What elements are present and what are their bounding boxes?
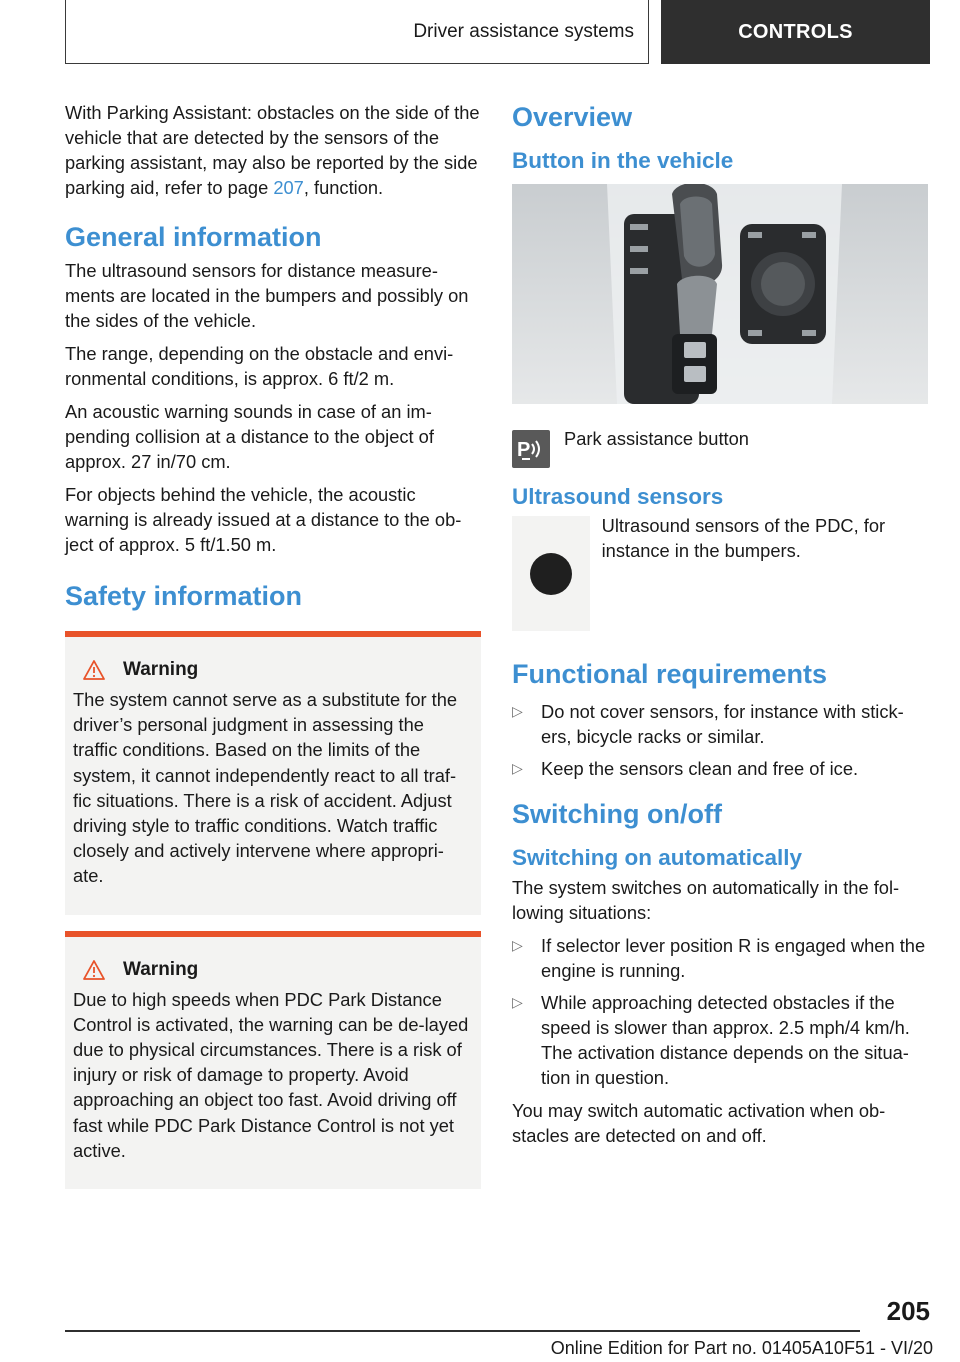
warning-text-2: Due to high speeds when PDC Park Distance Control is activated, the warning can be de-layed due to physical circumstances. There is a risk of injury or risk of damage to property. Avoid approaching an object too fast. Avoid driving off fast while PDC Park Distance Control is not yet active. <box>73 988 469 1161</box>
safety-information-heading: Safety information <box>65 581 303 611</box>
warning-label-2: Warning <box>123 958 199 980</box>
button-in-vehicle-heading: Button in the vehicle <box>512 148 734 173</box>
chapter-tab: CONTROLS <box>661 0 930 64</box>
ultrasound-sensor-row <box>512 516 928 631</box>
page-header <box>65 0 930 64</box>
warning-label-1: Warning <box>123 659 199 680</box>
ultrasound-sensor-text: Ultrasound sensors of the PDC, for instance in the bumpers. <box>601 515 886 561</box>
list-item: ▷ If selector lever position R is engaged when the engine is running. <box>512 935 926 981</box>
sensor-icon <box>530 553 572 595</box>
auto-outro-text: You may switch automatic activation when ob-stacles are detected on and off. <box>512 1100 886 1146</box>
general-paragraph-3: An acoustic warning sounds in case of an im-pending collision at a distance to the object of approx. 27 in/70 cm. <box>65 401 434 472</box>
park-assist-icon <box>512 430 550 468</box>
functional-requirements-list <box>512 699 928 781</box>
list-item: ▷ Keep the sensors clean and free of ice. <box>512 758 859 779</box>
svg-text:P: P <box>517 439 531 461</box>
switching-on-automatically-heading: Switching on automatically <box>512 845 803 870</box>
ultrasound-sensor-image <box>512 516 590 631</box>
triangle-bullet-icon: ▷ <box>512 760 523 776</box>
page-link[interactable]: 207 <box>273 177 304 198</box>
footer-divider <box>65 1330 860 1332</box>
warning-triangle-icon <box>83 960 105 980</box>
ultrasound-sensors-heading: Ultrasound sensors <box>512 484 724 509</box>
page-number: 205 <box>886 1296 930 1326</box>
footer-edition-text: Online Edition for Part no. 01405A10F51 - VI/20 <box>550 1338 933 1358</box>
list-item: ▷ Do not cover sensors, for instance with stick-ers, bicycle racks or similar. <box>512 701 904 747</box>
center-console-photo <box>512 184 928 404</box>
intro-text: With Parking Assistant: obstacles on the side of the vehicle that are detected by the sensors of the parking assistant, may also be reported by the side parking aid, refer to page <box>65 102 480 198</box>
auto-conditions-list <box>512 933 928 1090</box>
warning-triangle-icon <box>83 660 105 680</box>
overview-heading: Overview <box>512 102 633 132</box>
warning-title-1 <box>73 659 473 681</box>
park-assist-button-label: Park assistance button <box>564 428 749 449</box>
section-title: Driver assistance systems <box>65 0 649 64</box>
switching-on-off-heading: Switching on/off <box>512 799 722 829</box>
list-item: ▷ While approaching detected obstacles if the speed is slower than approx. 2.5 mph/4 km/h. The activation distance depends on the situa-tion in question. <box>512 992 910 1088</box>
warning-box-2 <box>65 931 481 1189</box>
general-paragraph-2: The range, depending on the obstacle and envi-ronmental conditions, is approx. 6 ft/2 m. <box>65 343 454 389</box>
intro-paragraph <box>65 100 481 200</box>
warning-text-1: The system cannot serve as a substitute for the driver’s personal judgment in assessing the traffic conditions. Based on the limits of the system, it cannot independently react to all traf-fic situations. There is a risk of accident. Adjust driving style to traffic conditions. Watch traffic closely and actively intervene where appropri-ate. <box>73 689 458 887</box>
general-paragraph-4: For objects behind the vehicle, the acoustic warning is already issued at a distance to the ob-ject of approx. 5 ft/1.50 m. <box>65 484 462 555</box>
triangle-bullet-icon: ▷ <box>512 994 523 1010</box>
center-console-illustration <box>512 184 928 404</box>
auto-intro-text: The system switches on automatically in the fol-lowing situations: <box>512 877 900 923</box>
general-paragraph-1: The ultrasound sensors for distance measure-ments are located in the bumpers and possibly on the sides of the vehicle. <box>65 260 469 331</box>
left-column <box>65 100 481 1189</box>
right-column <box>512 100 928 1156</box>
park-assist-legend <box>512 424 928 468</box>
warning-box-1 <box>65 631 481 915</box>
functional-requirements-heading: Functional requirements <box>512 659 828 689</box>
triangle-bullet-icon: ▷ <box>512 703 523 719</box>
triangle-bullet-icon: ▷ <box>512 937 523 953</box>
general-information-heading: General information <box>65 222 322 252</box>
warning-title-2 <box>73 959 473 981</box>
intro-text-end: , function. <box>303 177 384 198</box>
